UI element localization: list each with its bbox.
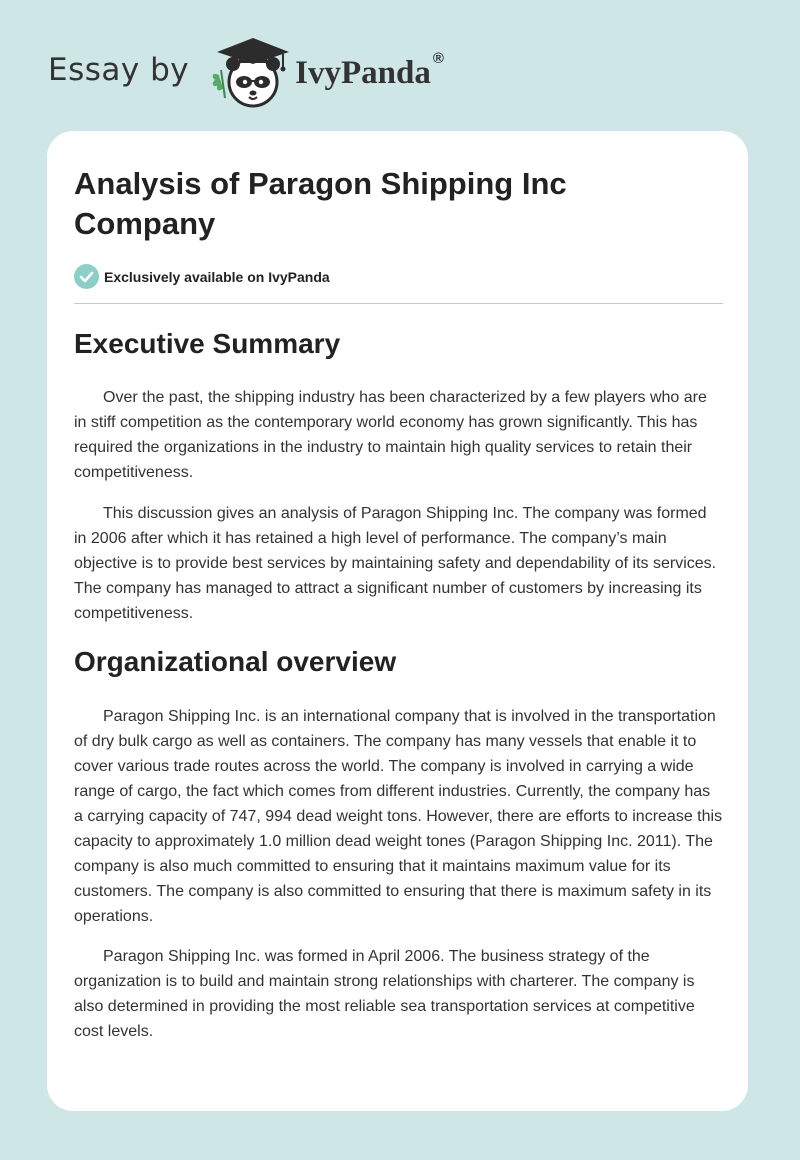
paragraph: Paragon Shipping Inc. was formed in April 2006. The business strategy of the organization is to build and maintain strong relationships with charterer. The company is also determined in providing the most reliable sea transportation services at competitive cost levels. (74, 948, 695, 1040)
panda-logo-icon (205, 34, 293, 110)
exclusive-badge (74, 264, 330, 289)
exclusive-badge-label: Exclusively available on IvyPanda (104, 268, 330, 285)
ivypanda-wordmark: IvyPanda ® (295, 50, 444, 91)
paragraph: Over the past, the shipping industry has been characterized by a few players who are in stiff competition as the contemporary world economy has grown significantly. This has required the organizations in the industry to maintain high quality services to retain their competitiveness. (74, 389, 707, 481)
divider (74, 303, 723, 304)
section-heading-organizational-overview: Organizational overview (74, 646, 397, 677)
check-circle-icon (74, 264, 99, 289)
brand-header (48, 34, 444, 110)
paragraph: Paragon Shipping Inc. is an international company that is involved in the transportation of dry bulk cargo as well as containers. The company has many vessels that enable it to cover various trade routes across the world. The company is involved in carrying a wide range of cargo, the fact which comes from different industries. Currently, the company has a carrying capacity of 747, 994 dead weight tons. However, there are efforts to increase this capacity to approximately 1.0 million dead weight tones (Paragon Shipping Inc. 2011). The company is also much committed to ensuring that it maintains maximum value for its customers. The company is also committed to ensuring that there is maximum safety in its operations. (74, 708, 723, 925)
essay-by-label: Essay by (48, 52, 190, 88)
article-card (47, 131, 748, 1111)
page-title: Analysis of Paragon Shipping Inc Company (74, 166, 567, 241)
paragraph: This discussion gives an analysis of Paragon Shipping Inc. The company was formed in 2006 after which it has retained a high level of performance. The company’s main objective is to provide best services by maintaining safety and dependability of its services. The company has managed to attract a significant number of customers by increasing its competitiveness. (74, 505, 717, 622)
section-heading-executive-summary: Executive Summary (74, 328, 341, 359)
